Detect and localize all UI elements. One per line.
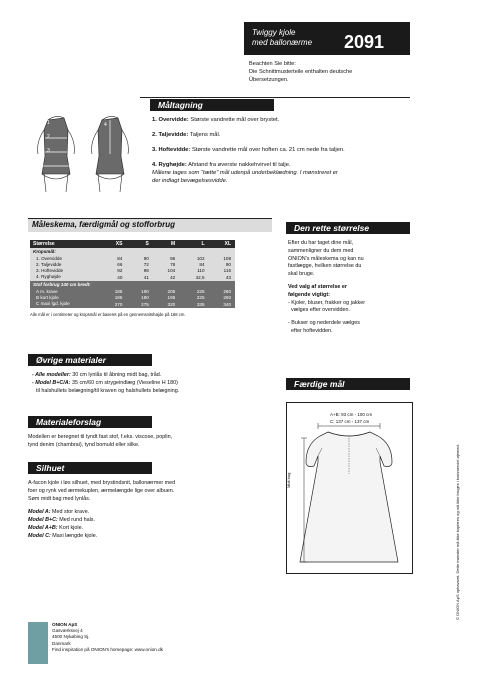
measure-note-line2: der indlagt bevægelsesvidde. bbox=[152, 178, 228, 184]
rette-b2-line-1: - Bukser og nederdele vælges bbox=[288, 320, 360, 327]
table-cell: 110 bbox=[197, 268, 205, 273]
materiale-heading: Materialeforslag bbox=[28, 416, 152, 428]
table-footnote: Alle mål er i centimeter og kropsmål er baseret på en gennemsnitshøjde på 168 cm. bbox=[30, 312, 186, 317]
row-label: 4. Ryghøjde bbox=[36, 274, 61, 279]
copyright-vertical: © ONION ApS ophavsret. Dette mønster må ikke kopieres og må ikke bruges i kommerciel øjemed. bbox=[455, 444, 460, 620]
measure-item-4: 4. Ryghøjde: Afstand fra øverste nakkehvirvel til talje. bbox=[152, 162, 291, 168]
rette-p1-line-4: fastlægge, hvilken størrelse du bbox=[288, 263, 362, 270]
table-cell: 84 bbox=[199, 262, 205, 267]
footer-color-block bbox=[28, 622, 48, 664]
table-cell: 275 bbox=[141, 301, 149, 307]
measure-item-1: 1. Overvidde: Største vandrette mål over brystet. bbox=[152, 117, 280, 123]
table-cell: 225 bbox=[196, 295, 205, 300]
size-table-heading: Måleskema, færdigmål og stofforbrug bbox=[32, 220, 175, 229]
table-cell: 116 bbox=[223, 268, 231, 273]
rette-heading: Den rette størrelse bbox=[286, 222, 410, 234]
table-section-row bbox=[30, 248, 235, 256]
table-row bbox=[30, 274, 235, 281]
table-cell: 260 bbox=[223, 295, 231, 300]
ovrige-line-3: til halshullets belægning/til kraven og halshullets belægning. bbox=[36, 387, 180, 394]
silhuet-text bbox=[28, 480, 278, 541]
footer-company: ONION ApS bbox=[52, 622, 78, 627]
figure-number-3: 3 bbox=[47, 148, 50, 154]
german-note bbox=[249, 61, 429, 84]
row-label: 2. Taljevidde bbox=[36, 262, 62, 267]
measure-note-line1: Målene tages som "tætte" mål udenpå underbeklædning. I mønstreret er bbox=[152, 170, 338, 176]
model-item: Model C: Maxi længde kjole. bbox=[28, 532, 98, 539]
faerdige-heading: Færdige mål bbox=[286, 378, 410, 390]
table-header-cell: XL bbox=[224, 241, 231, 247]
footer-street: Gasværksvej 4 bbox=[52, 628, 83, 634]
table-cell: 190 bbox=[141, 289, 149, 294]
ovrige-line-2: - Model B+C/A: 35 cm/60 cm strygeindlæg (Vieseline H 180) bbox=[32, 379, 178, 386]
table-cell: 98 bbox=[143, 268, 149, 273]
rette-b1-line-1: - Kjoler, bluser, frakker og jakker bbox=[288, 299, 365, 306]
materiale-text bbox=[28, 434, 278, 450]
title-box bbox=[244, 22, 410, 55]
table-row bbox=[30, 301, 235, 308]
rette-bold-line-1: Ved valg af størrelse er bbox=[288, 283, 348, 290]
table-cell: 72 bbox=[143, 262, 149, 267]
table-cell: 84 bbox=[117, 256, 123, 261]
table-cell: 41 bbox=[143, 274, 149, 280]
table-header-cell: L bbox=[201, 241, 205, 247]
german-note-line1: Beachten Sie bitte: bbox=[249, 61, 296, 67]
silhuet-line-1: A-facon kjole i løs silhuet, med brystindsnit, ballonærmer med bbox=[28, 480, 176, 486]
rette-bold-line-2: følgende vigtigt: bbox=[288, 291, 330, 298]
ovrige-heading: Øvrige materialer bbox=[28, 354, 152, 366]
table-header-cell: M bbox=[171, 241, 176, 247]
rette-b1-line-2: vælges efter overvidden. bbox=[291, 307, 351, 314]
rette-p1-line-3: ONION's måleskema og kan nu bbox=[288, 255, 364, 262]
silhuet-line-3: Søm midt bag med lynlås. bbox=[28, 495, 91, 502]
footer-country: Danmark bbox=[52, 640, 71, 646]
figure-number-2: 2 bbox=[47, 134, 50, 140]
table-header-cell: S bbox=[145, 241, 149, 247]
table-cell: 320 bbox=[167, 301, 176, 307]
maltagning-heading: Måltagning bbox=[150, 99, 274, 111]
table-cell: 92 bbox=[117, 268, 123, 273]
table-cell: 96 bbox=[170, 256, 176, 261]
german-note-line3: Übersetzungen. bbox=[249, 76, 289, 83]
table-section-row bbox=[30, 281, 235, 289]
footer-web[interactable]: Find inspiration på ONION's homepage: www.onion.dk bbox=[52, 646, 163, 652]
table-cell: 225 bbox=[196, 289, 205, 294]
rette-text bbox=[288, 240, 428, 336]
table-cell: 66 bbox=[117, 262, 123, 267]
figure-number-4: 4 bbox=[104, 122, 107, 128]
table-cell: 90 bbox=[225, 262, 231, 267]
row-label: A m. krave bbox=[36, 289, 58, 294]
figure-number-1: 1 bbox=[47, 120, 50, 126]
fabric-section-title: Stof forbrug 140 cm bredt: bbox=[33, 282, 91, 287]
table-header-cell: Størrelse bbox=[33, 241, 55, 247]
table-cell: 102 bbox=[196, 256, 205, 261]
table-cell: 185 bbox=[114, 289, 123, 294]
dress-technical-drawing bbox=[288, 404, 410, 572]
table-cell: 190 bbox=[141, 295, 149, 300]
table-header-row bbox=[30, 240, 235, 248]
pattern-name-line2: med ballonærme bbox=[252, 38, 313, 47]
materiale-line-1: Modellen er beregnet til tyndt fast stof, f.eks. viscose, poplin, bbox=[28, 434, 173, 440]
model-item: Model B+C: Med rund hals. bbox=[28, 517, 95, 524]
table-cell: 90 bbox=[143, 256, 149, 261]
table-cell: 340 bbox=[223, 301, 231, 307]
maltagning-list bbox=[152, 116, 417, 185]
table-cell: 42 bbox=[170, 274, 176, 280]
row-label: 1. Overvidde bbox=[36, 256, 63, 261]
silhuet-line-2: foer og rynk ved ærmekuplen, ærmelængde lige over albuen. bbox=[28, 487, 175, 494]
size-table bbox=[30, 240, 235, 317]
table-cell: 108 bbox=[223, 256, 231, 261]
model-item: Model A: Med stor krave. bbox=[28, 509, 90, 516]
table-cell: 185 bbox=[114, 295, 123, 300]
measure-item-2: 2. Taljevidde: Taljens mål. bbox=[152, 132, 221, 138]
row-label: 3. Hoftevidde bbox=[36, 268, 64, 273]
silhuet-heading: Silhuet bbox=[28, 462, 152, 474]
materiale-line-2: tynd denim (chambrai), tynd bomuld eller silke. bbox=[28, 441, 140, 448]
divider-line bbox=[140, 97, 410, 98]
table-cell: 42,5 bbox=[195, 274, 205, 280]
footer-address bbox=[52, 622, 163, 653]
rette-p1-line-5: skal bruge. bbox=[288, 271, 315, 278]
german-note-line2: Die Schnittmusterteile enthalten deutsche bbox=[249, 68, 353, 75]
table-cell: 43 bbox=[225, 274, 231, 280]
rette-b2-line-2: efter hoftevidden. bbox=[291, 327, 333, 334]
table-cell: 104 bbox=[167, 268, 176, 273]
footer-city: 4500 Nykøbing Sj. bbox=[52, 634, 90, 640]
midt-bag-label: Midt bag bbox=[286, 472, 291, 488]
dimension-1: A+B: 93 cm - 100 cm bbox=[330, 412, 373, 417]
table-cell: 335 bbox=[196, 301, 205, 307]
table-cell: 78 bbox=[170, 262, 176, 267]
ovrige-line-1: - Alle modeller: 30 cm lynlås til åbning midt bag, tråd. bbox=[32, 372, 162, 378]
model-item: Model A+B: Kort kjole. bbox=[28, 524, 84, 531]
table-cell: 260 bbox=[223, 289, 231, 294]
table-header-cell: XS bbox=[115, 241, 123, 247]
row-label: B kort kjole bbox=[36, 295, 59, 300]
body-section-title: Kropsmål: bbox=[33, 249, 56, 254]
rette-p1-line-1: Efter du har taget dine mål, bbox=[288, 240, 354, 246]
measure-item-3: 3. Hoftevidde: Største vandrette mål over hoften ca. 21 cm nede fra taljen. bbox=[152, 147, 345, 153]
table-cell: 270 bbox=[114, 301, 123, 307]
pattern-number: 2091 bbox=[344, 32, 385, 52]
table-cell: 195 bbox=[167, 295, 176, 300]
rette-p1-line-2: sammenligner du dem med bbox=[288, 247, 354, 254]
pattern-name-line1: Twiggy kjole bbox=[252, 28, 296, 37]
ovrige-text bbox=[32, 372, 282, 395]
table-cell: 40 bbox=[117, 274, 123, 280]
dimension-2: C: 137 cm - 137 cm bbox=[330, 419, 370, 424]
table-cell: 205 bbox=[167, 289, 176, 294]
row-label: C maxi lgd. kjole bbox=[36, 301, 70, 306]
